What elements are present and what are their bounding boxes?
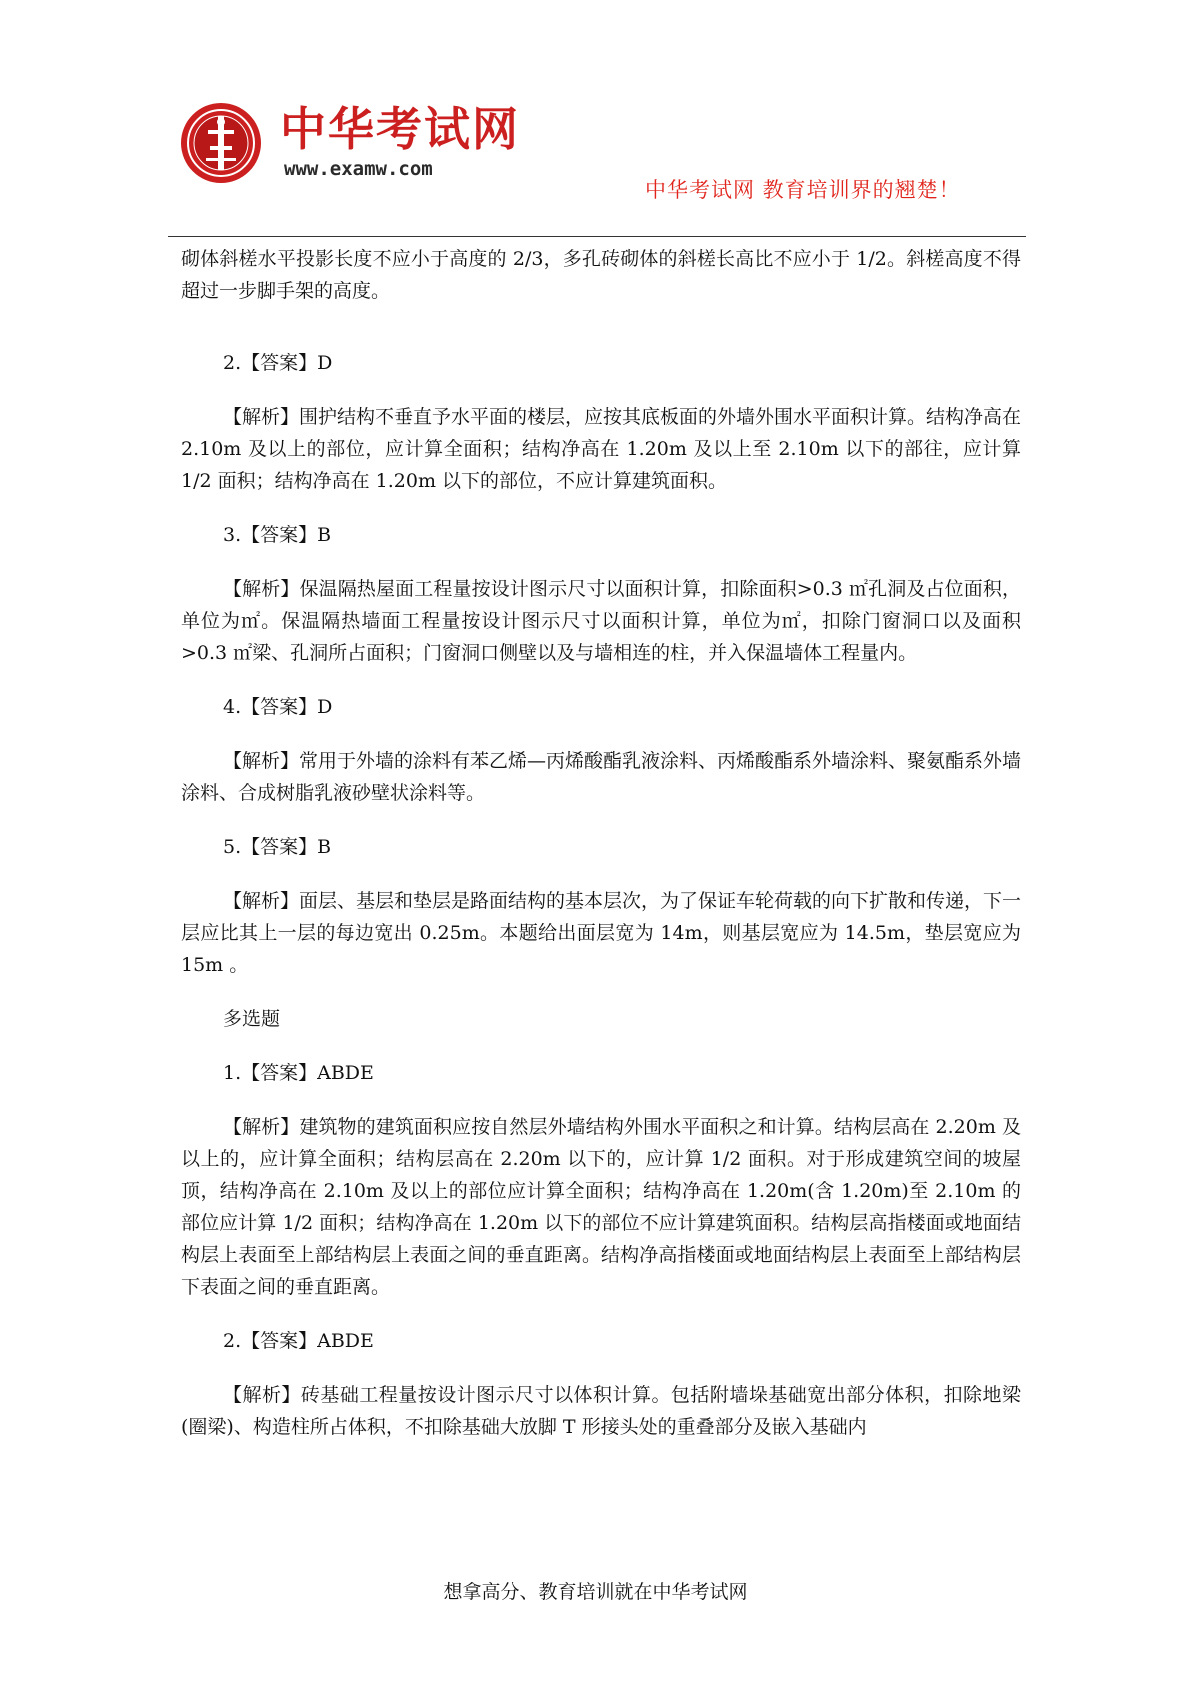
answer-line: 2.【答案】ABDE bbox=[223, 1330, 374, 1352]
header-slogan: 中华考试网 教育培训界的翘楚！ bbox=[645, 178, 961, 202]
answer-line: 3.【答案】B bbox=[223, 524, 332, 546]
section-heading: 多选题 bbox=[223, 1008, 281, 1030]
analysis-paragraph: 【解析】面层、基层和垫层是路面结构的基本层次，为了保证车轮荷载的向下扩散和传递，下一层应比其上一层的每边宽出 0.25m。本题给出面层宽为 14m，则基层宽应为 14.5m，垫层宽应为 15m 。 bbox=[181, 890, 1022, 976]
analysis-paragraph: 【解析】保温隔热屋面工程量按设计图示尺寸以面积计算，扣除面积>0.3 ㎡孔洞及占位面积，单位为㎡。保温隔热墙面工程量按设计图示尺寸以面积计算，单位为㎡，扣除门窗洞口以及面积>0.3 ㎡梁、孔洞所占面积；门窗洞口侧壁以及与墙相连的柱，并入保温墙体工程量内。 bbox=[181, 578, 1021, 664]
intro-paragraph: 砌体斜槎水平投影长度不应小于高度的 2/3，多孔砖砌体的斜槎长高比不应小于 1/2。斜槎高度不得超过一步脚手架的高度。 bbox=[181, 248, 1021, 302]
answer-line: 2.【答案】D bbox=[223, 352, 333, 374]
answer-line: 4.【答案】D bbox=[223, 696, 333, 718]
logo-url: www.examw.com bbox=[284, 158, 433, 180]
header-divider bbox=[168, 236, 1026, 237]
analysis-paragraph: 【解析】建筑物的建筑面积应按自然层外墙结构外围水平面积之和计算。结构层高在 2.20m 及以上的，应计算全面积；结构层高在 2.20m 以下的，应计算 1/2 面积。对于形成建筑空间的坡屋顶，结构净高在 2.10m 及以上的部位应计算全面积；结构净高在 1.20m(含 1.20m)至 2.10m 的部位应计算 1/2 面积；结构净高在 1.20m 以下的部位不应计算建筑面积。结构层高指楼面或地面结构层上表面至上部结构层上表面之间的垂直距离。结构净高指楼面或地面结构层上表面至上部结构层下表面之间的垂直距离。 bbox=[181, 1116, 1021, 1298]
document-body bbox=[181, 243, 1021, 1465]
answer-line: 1.【答案】ABDE bbox=[223, 1062, 374, 1084]
answer-line: 5.【答案】B bbox=[223, 836, 332, 858]
seal-icon bbox=[178, 100, 264, 186]
analysis-paragraph: 【解析】砖基础工程量按设计图示尺寸以体积计算。包括附墙垛基础宽出部分体积，扣除地梁(圈梁)、构造柱所占体积，不扣除基础大放脚 T 形接头处的重叠部分及嵌入基础内 bbox=[181, 1384, 1021, 1438]
analysis-paragraph: 【解析】常用于外墙的涂料有苯乙烯—丙烯酸酯乳液涂料、丙烯酸酯系外墙涂料、聚氨酯系外墙涂料、合成树脂乳液砂壁状涂料等。 bbox=[181, 750, 1022, 804]
analysis-paragraph: 【解析】围护结构不垂直予水平面的楼层，应按其底板面的外墙外围水平面积计算。结构净高在 2.10m 及以上的部位，应计算全面积；结构净高在 1.20m 及以上至 2.10m 以下的部往，应计算 1/2 面积；结构净高在 1.20m 以下的部位，不应计算建筑面积。 bbox=[181, 406, 1022, 492]
logo-name: 中华考试网 bbox=[280, 102, 520, 156]
page-header bbox=[0, 0, 1191, 240]
site-logo[interactable] bbox=[178, 100, 520, 200]
page-footer: 想拿高分、教育培训就在中华考试网 bbox=[443, 1581, 748, 1603]
